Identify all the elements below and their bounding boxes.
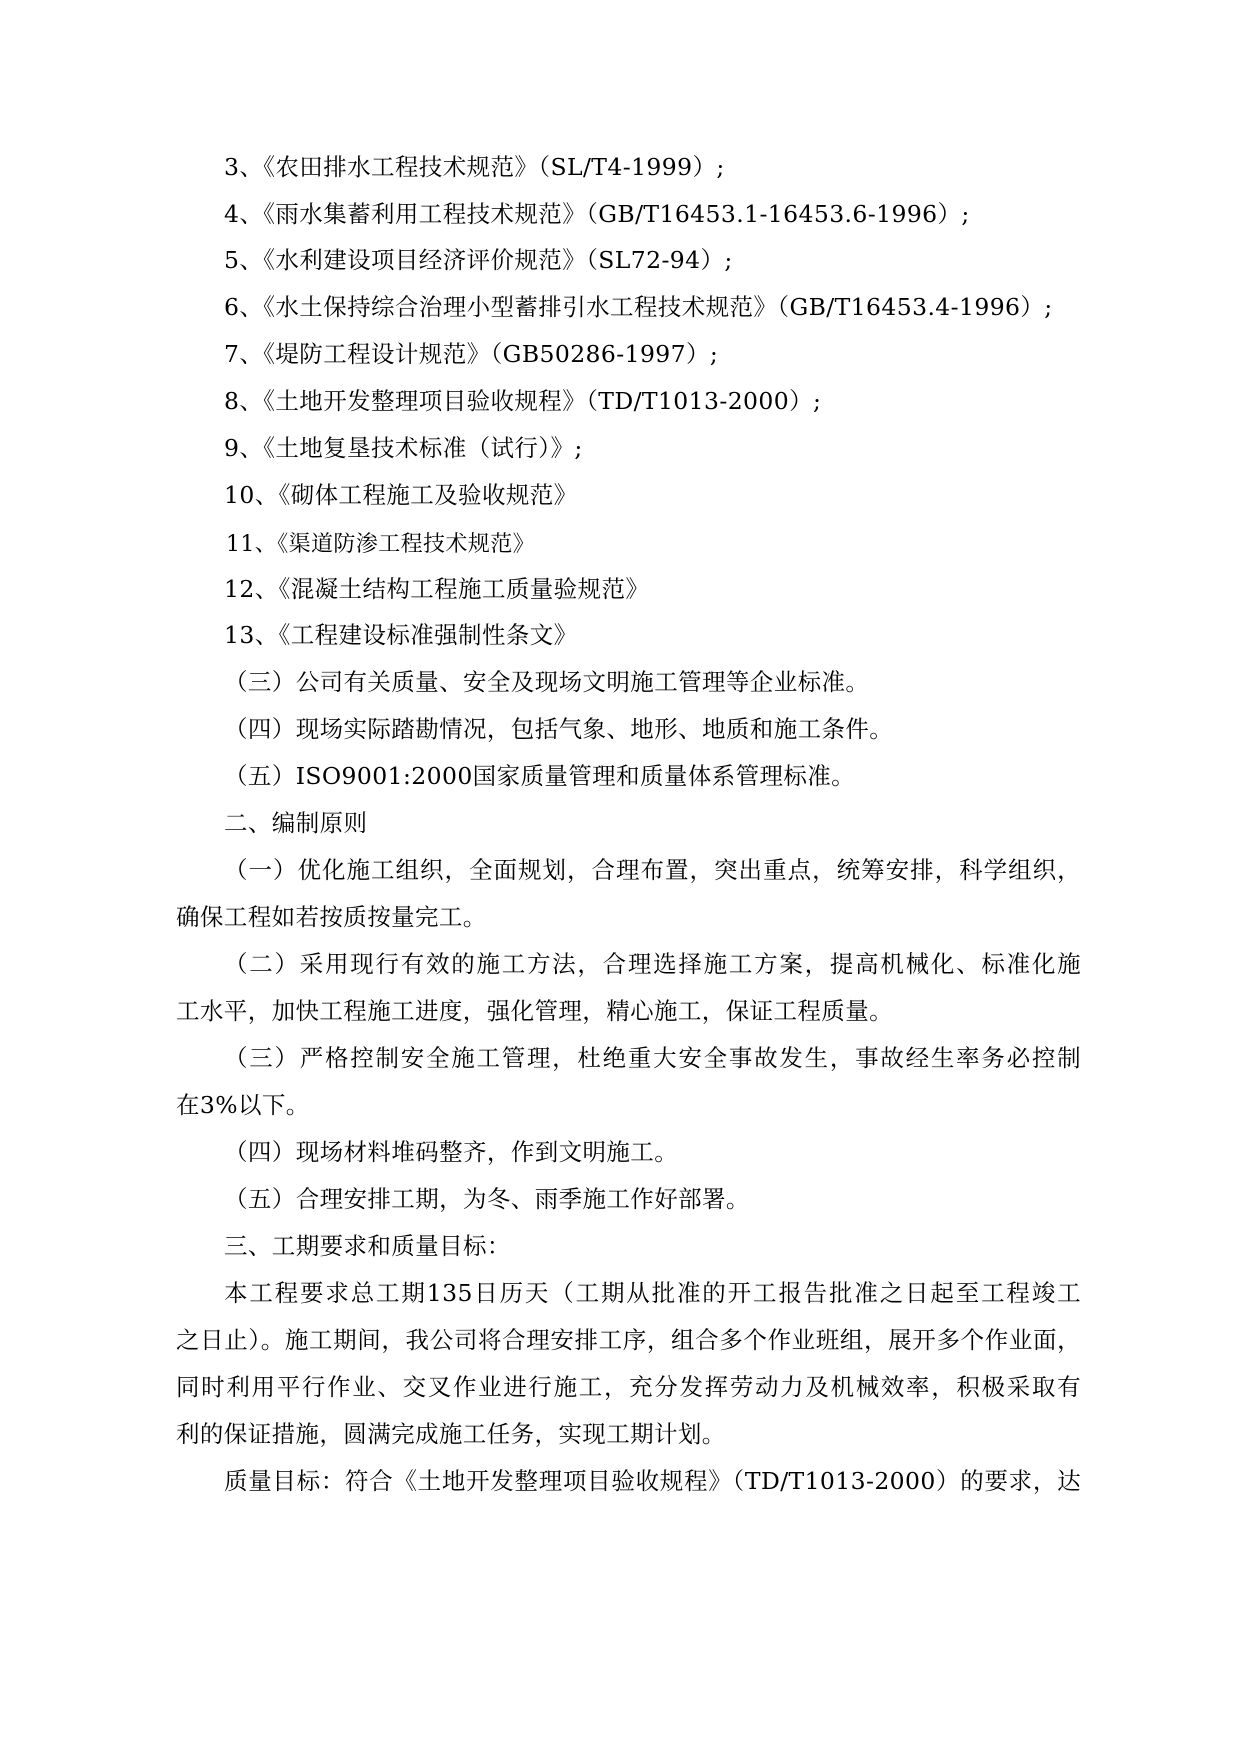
schedule-paragraph-line-3: 同时利用平行作业、交叉作业进行施工，充分发挥劳动力及机械效率，积极采取有 <box>176 1373 1081 1401</box>
principle-3-line-1: （三）严格控制安全施工管理，杜绝重大安全事故发生，事故经生率务必控制 <box>224 1044 1081 1072</box>
principle-1-line-1: （一）优化施工组织，全面规划，合理布置，突出重点，统筹安排，科学组织， <box>224 856 1081 884</box>
principle-4: （四）现场材料堆码整齐，作到文明施工。 <box>224 1138 679 1166</box>
section-heading-principles: 二、编制原则 <box>224 809 368 837</box>
principle-3-line-2: 在3%以下。 <box>176 1091 310 1119</box>
schedule-paragraph-line-2: 之日止）。施工期间，我公司将合理安排工序，组合多个作业班组，展开多个作业面， <box>176 1326 1081 1354</box>
reference-item-3: 3、《农田排水工程技术规范》（SL/T4-1999）; <box>224 153 725 181</box>
principle-2-line-2: 工水平，加快工程施工进度，强化管理，精心施工，保证工程质量。 <box>176 997 893 1025</box>
principle-5: （五）合理安排工期，为冬、雨季施工作好部署。 <box>224 1185 750 1213</box>
basis-item-5: （五）ISO9001:2000国家质量管理和质量体系管理标准。 <box>224 762 856 790</box>
reference-item-7: 7、《堤防工程设计规范》（GB50286-1997）; <box>224 340 719 368</box>
reference-item-11: 11、《渠道防渗工程技术规范》 <box>226 532 535 557</box>
schedule-paragraph-line-1: 本工程要求总工期135日历天（工期从批准的开工报告批准之日起至工程竣工 <box>224 1279 1081 1307</box>
basis-item-3: （三）公司有关质量、安全及现场文明施工管理等企业标准。 <box>224 668 870 696</box>
schedule-paragraph-line-4: 利的保证措施，圆满完成施工任务，实现工期计划。 <box>176 1420 726 1448</box>
reference-item-5: 5、《水利建设项目经济评价规范》（SL72-94）; <box>224 246 733 274</box>
quality-target-line-1: 质量目标：符合《土地开发整理项目验收规程》（TD/T1013-2000）的要求，达 <box>224 1467 1081 1495</box>
basis-item-4: （四）现场实际踏勘情况，包括气象、地形、地质和施工条件。 <box>224 715 894 743</box>
reference-item-9: 9、《土地复垦技术标准（试行）》; <box>224 434 583 462</box>
reference-item-6: 6、《水土保持综合治理小型蓄排引水工程技术规范》（GB/T16453.4-1996）; <box>224 293 1053 321</box>
reference-item-10: 10、《砌体工程施工及验收规范》 <box>224 481 578 509</box>
reference-item-8: 8、《土地开发整理项目验收规程》（TD/T1013-2000）; <box>224 387 822 415</box>
principle-1-line-2: 确保工程如若按质按量完工。 <box>176 903 487 931</box>
reference-item-12: 12、《混凝土结构工程施工质量验规范》 <box>224 575 650 603</box>
reference-item-13: 13、《工程建设标准强制性条文》 <box>224 621 578 649</box>
section-heading-schedule-quality: 三、工期要求和质量目标： <box>224 1232 511 1260</box>
principle-2-line-1: （二）采用现行有效的施工方法，合理选择施工方案，提高机械化、标准化施 <box>224 950 1081 978</box>
reference-item-4: 4、《雨水集蓄利用工程技术规范》（GB/T16453.1-16453.6-1996）; <box>224 200 970 228</box>
